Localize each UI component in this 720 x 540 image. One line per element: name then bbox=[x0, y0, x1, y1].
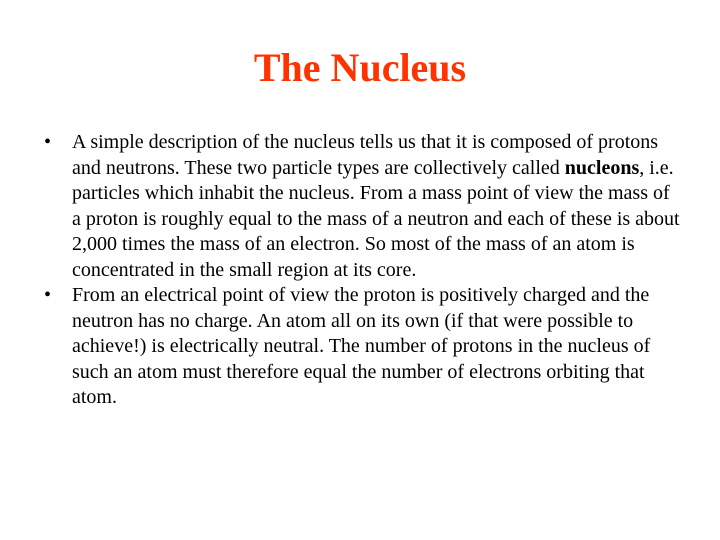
bullet-item bbox=[40, 283, 680, 411]
bullet-icon: • bbox=[44, 284, 52, 306]
bullet-list bbox=[40, 130, 680, 411]
slide-title: The Nucleus bbox=[253, 45, 467, 90]
bullet-bold-term: nucleons bbox=[564, 156, 640, 179]
bullet-text bbox=[72, 131, 680, 281]
bullet-icon: • bbox=[44, 131, 52, 153]
bullet-text-segment: A simple description of the nucleus tells us that it is composed of protons and neutrons. These two particle types are collectively called bbox=[72, 131, 659, 179]
bullet-text: From an electrical point of view the proton is positively charged and the neutron has no charge. An atom all on its own (if that were possible to achieve!) is electrically neutral. The number of protons in the nucleus of such an atom must therefore equal the number of electrons orbiting that atom. bbox=[72, 284, 651, 408]
bullet-text-segment: , i.e. particles which inhabit the nucleus. From a mass point of view the mass of a proton is roughly equal to the mass of a neutron and each of these is about 2,000 times the mass of an electron. So most of the mass of an atom is concentrated in the small region at its core. bbox=[72, 156, 680, 281]
bullet-item bbox=[40, 130, 680, 283]
